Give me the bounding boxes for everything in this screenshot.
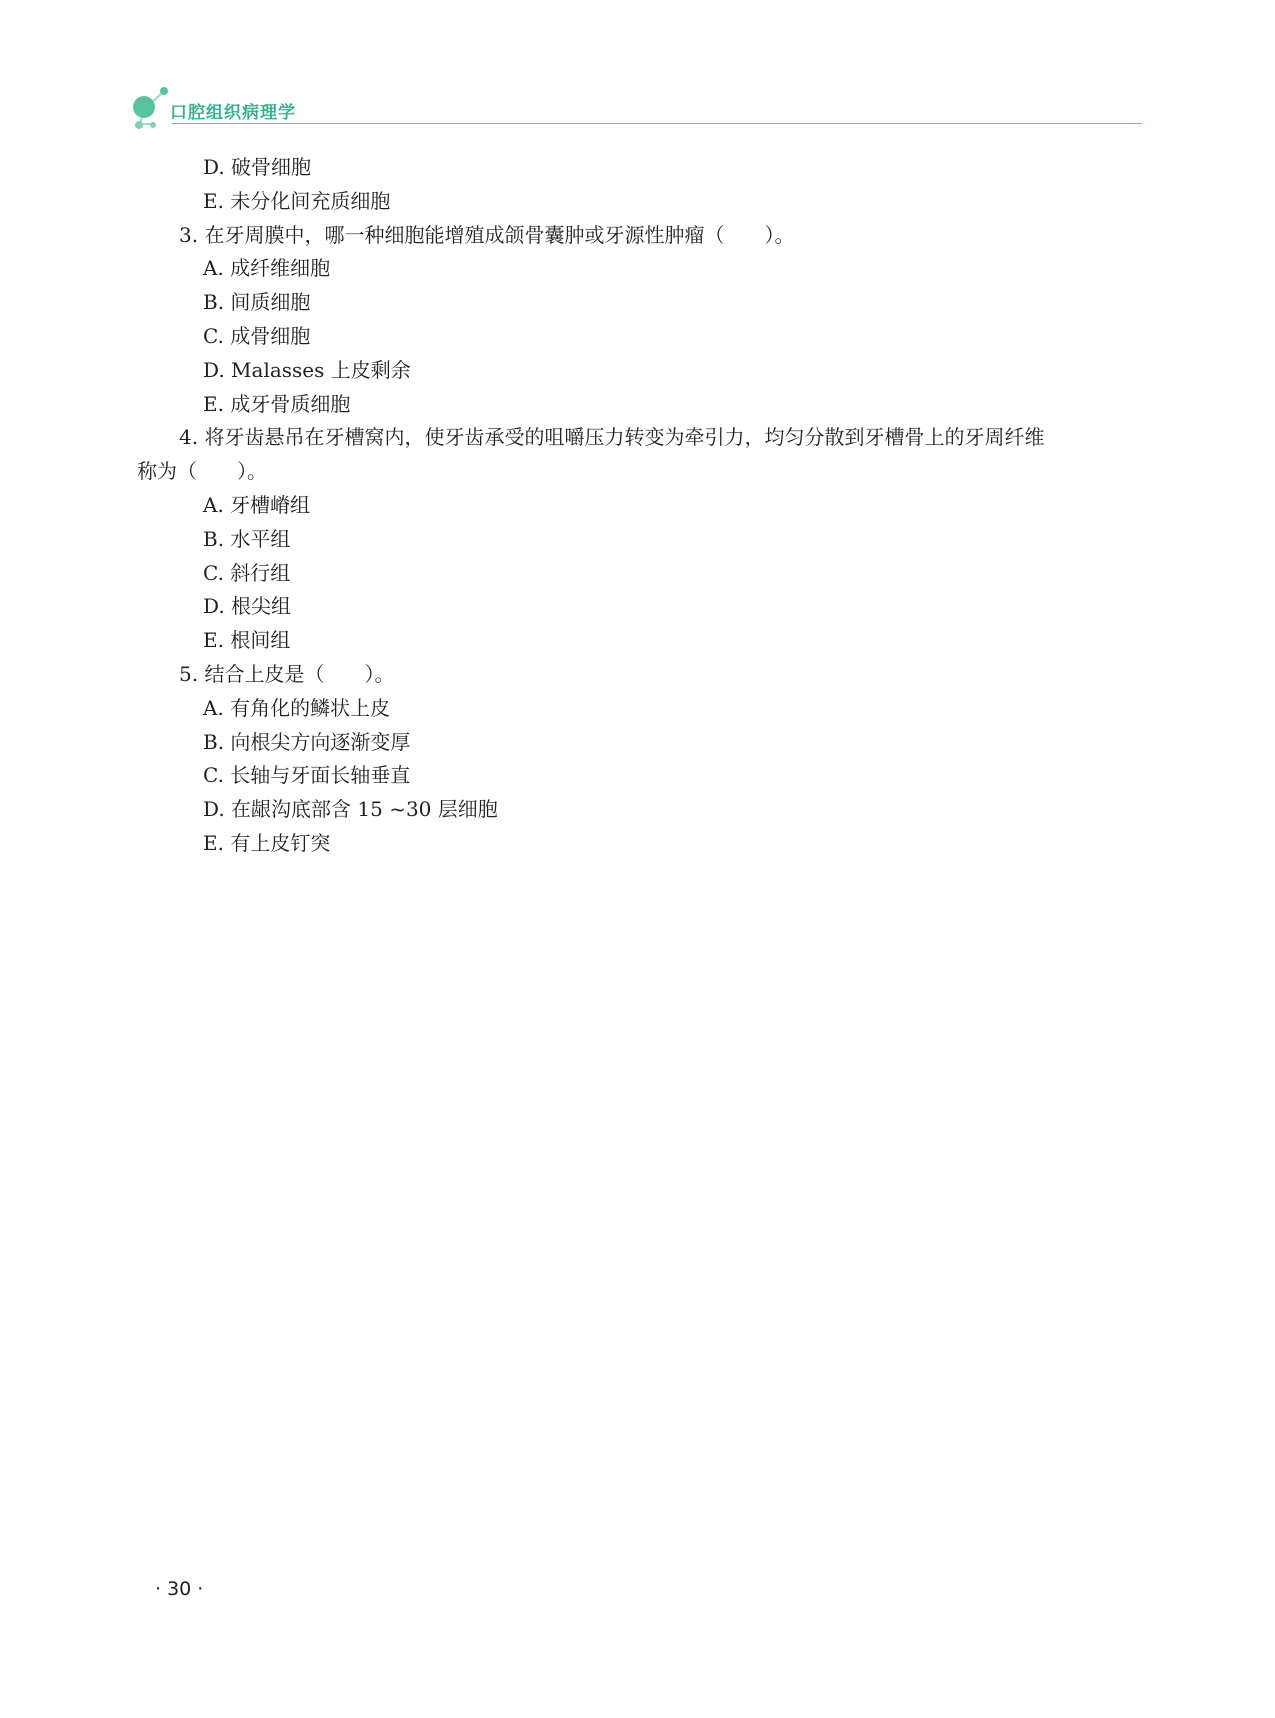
answer-option: D. Malasses 上皮剩余 — [203, 357, 411, 382]
question-text: 5. 结合上皮是（ ）。 — [179, 662, 395, 686]
answer-option: B. 向根尖方向逐渐变厚 — [203, 729, 411, 754]
answer-option: D. 在龈沟底部含 15 ~30 层细胞 — [203, 797, 498, 822]
answer-option: A. 有角化的鳞状上皮 — [203, 695, 391, 720]
answer-option: E. 成牙骨质细胞 — [203, 391, 351, 416]
answer-option: A. 牙槽嵴组 — [203, 493, 311, 517]
answer-option: B. 水平组 — [203, 526, 291, 551]
answer-option: D. 根尖组 — [203, 594, 292, 619]
answer-option: E. 有上皮钉突 — [203, 831, 331, 855]
answer-option: C. 成骨细胞 — [203, 324, 311, 348]
question-text: 3. 在牙周膜中，哪一种细胞能增殖成颌骨囊肿或牙源性肿瘤（ ）。 — [179, 222, 795, 247]
answer-option: E. 未分化间充质细胞 — [203, 188, 391, 213]
book-title: 口腔组织病理学 — [170, 103, 296, 123]
answer-option: C. 长轴与牙面长轴垂直 — [203, 763, 411, 788]
answer-option: C. 斜行组 — [203, 560, 291, 585]
answer-option: D. 破骨细胞 — [203, 155, 312, 179]
answer-option: A. 成纤维细胞 — [203, 256, 331, 281]
page-number: · 30 · — [155, 1578, 204, 1600]
header-divider — [172, 123, 1142, 124]
running-header — [132, 86, 1142, 132]
answer-option: B. 间质细胞 — [203, 290, 311, 315]
molecule-logo-icon — [132, 86, 172, 132]
question-text: 4. 将牙齿悬吊在牙槽窝内，使牙齿承受的咀嚼压力转变为牵引力，均匀分散到牙槽骨上的牙周纤维 — [179, 425, 1045, 450]
question-text-continued: 称为（ ）。 — [137, 459, 267, 484]
answer-option: E. 根间组 — [203, 628, 291, 653]
